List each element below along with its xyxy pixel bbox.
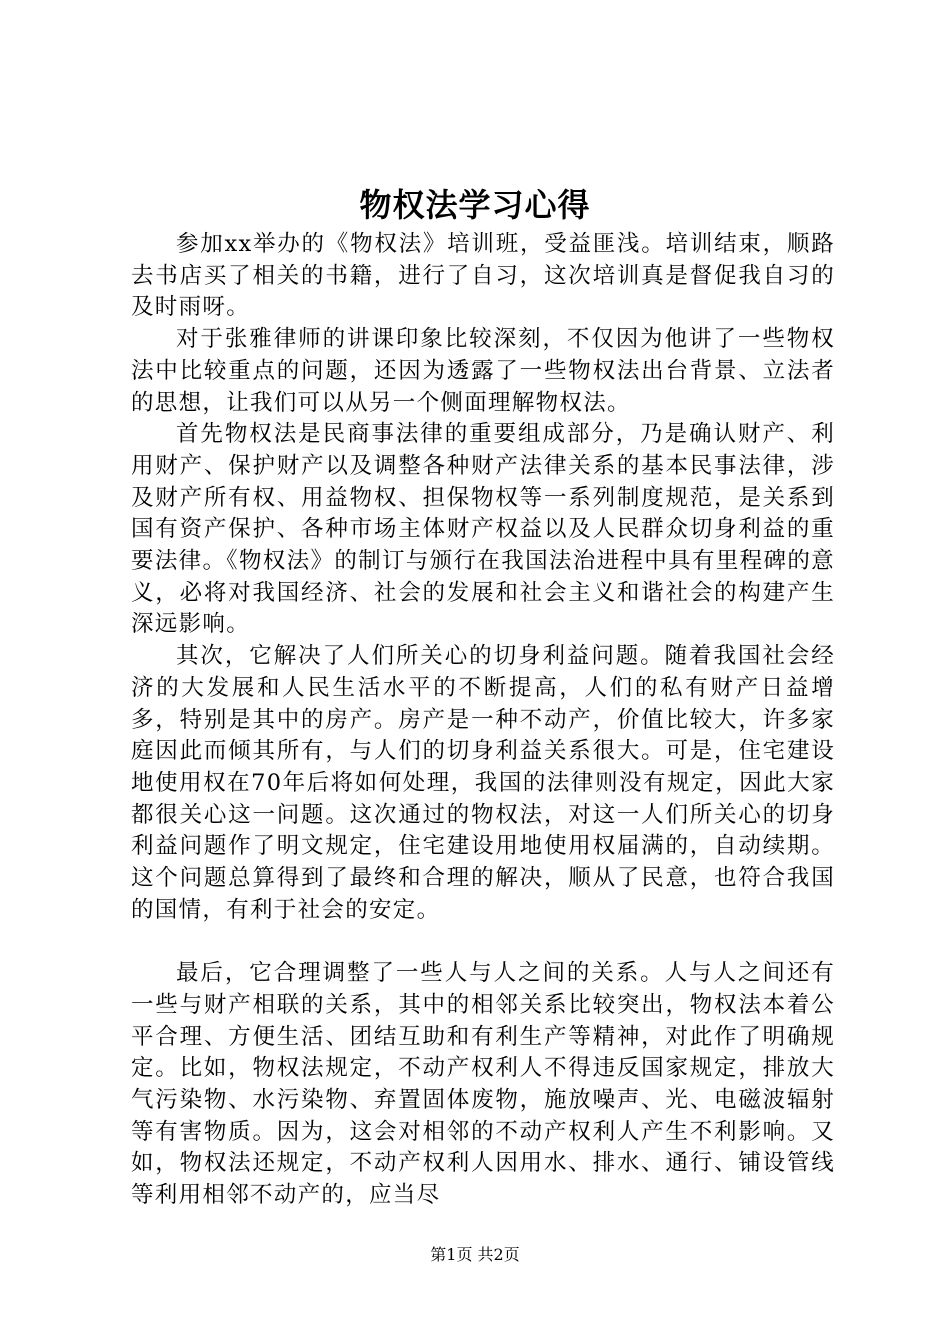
document-body [131, 229, 835, 1212]
paragraph-5: 最后，它合理调整了一些人与人之间的关系。人与人之间还有一些与财产相联的关系，其中的相邻关系比较突出，物权法本着公平合理、方便生活、团结互助和有利生产等精神，对此作了明确规定。比如，物权法规定，不动产权利人不得违反国家规定，排放大气污染物、水污染物、弃置固体废物，施放噪声、光、电磁波辐射等有害物质。因为，这会对相邻的不动产权利人产生不利影响。又如，物权法还规定，不动产权利人因用水、排水、通行、铺设管线等利用相邻不动产的，应当尽 [131, 960, 835, 1209]
paragraph-4: 其次，它解决了人们所关心的切身利益问题。随着我国社会经济的大发展和人民生活水平的不断提高，人们的私有财产日益增多，特别是其中的房产。房产是一种不动产，价值比较大，许多家庭因此而倾其所有，与人们的切身利益关系很大。可是，住宅建设地使用权在70年后将如何处理，我国的法律则没有规定，因此大家都很关心这一问题。这次通过的物权法，对这一人们所关心的切身利益问题作了明文规定，住宅建设用地使用权届满的，自动续期。这个问题总算得到了最终和合理的解决，顺从了民意，也符合我国的国情，有利于社会的安定。 [131, 643, 835, 923]
document-title: 物权法学习心得 [359, 186, 591, 224]
paragraph-3: 首先物权法是民商事法律的重要组成部分，乃是确认财产、利用财产、保护财产以及调整各种财产法律关系的基本民事法律，涉及财产所有权、用益物权、担保物权等一系列制度规范，是关系到国有资产保护、各种市场主体财产权益以及人民群众切身利益的重要法律。《物权法》的制订与颁行在我国法治进程中具有里程碑的意义，必将对我国经济、社会的发展和社会主义和谐社会的构建产生深远影响。 [131, 421, 835, 638]
page-number-footer: 第1页 共2页 [430, 1245, 520, 1264]
paragraph-2: 对于张雅律师的讲课印象比较深刻，不仅因为他讲了一些物权法中比较重点的问题，还因为透露了一些物权法出台背景、立法者的思想，让我们可以从另一个侧面理解物权法。 [131, 326, 835, 416]
paragraph-1: 参加xx举办的《物权法》培训班，受益匪浅。培训结束，顺路去书店买了相关的书籍，进行了自习，这次培训真是督促我自习的及时雨呀。 [131, 231, 835, 321]
